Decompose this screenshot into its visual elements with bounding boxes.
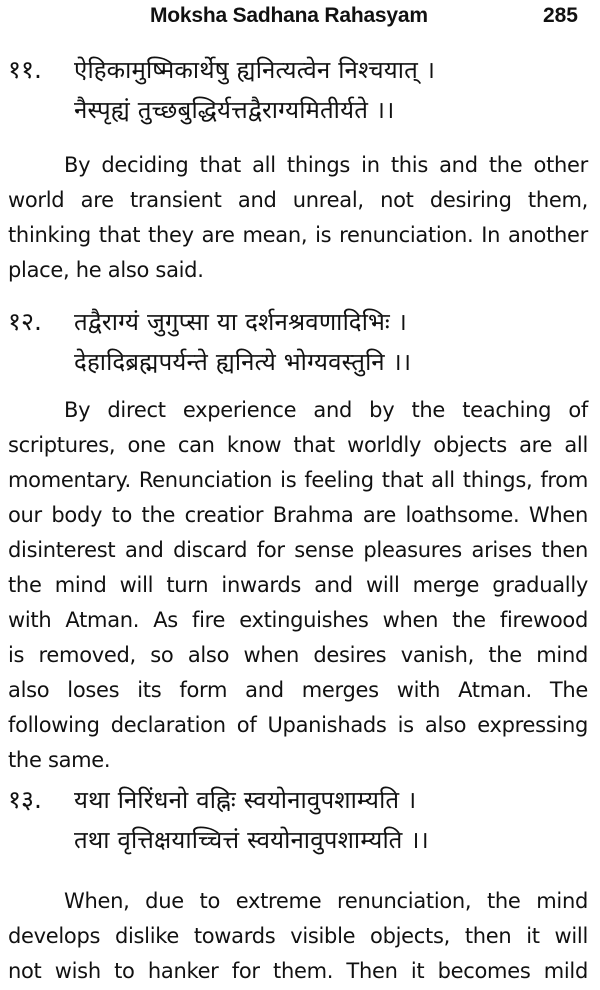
running-title: Moksha Sadhana Rahasyam [150,4,428,27]
paragraph-line: place, he also said. [8,258,204,282]
paragraph-line: thinking that they are mean, is renunciation. In another [8,223,588,247]
verse-line: देहादिब्रह्मपर्यन्ते ह्यनित्ये भोग्यवस्तुनि ।। [74,348,412,376]
verse-number: १३. [8,785,42,814]
paragraph-1 [8,148,588,288]
paragraph-line: world are transient and unreal, not desiring them, [8,188,588,212]
verse-line: ऐहिकामुष्मिकार्थेषु ह्यनित्यत्वेन निश्चयात् । [74,56,436,84]
verse-line: तथा वृत्तिक्षयाच्चित्तं स्वयोनावुपशाम्यति ।। [74,826,429,854]
verse-line: तद्वैराग्यं जुगुप्सा या दर्शनश्रवणादिभिः । [74,308,408,336]
page-number: 285 [542,4,578,27]
paragraph-line: also loses its form and merges with Atman. The [8,678,588,702]
paragraph-line: By deciding that all things in this and the other [64,153,588,177]
paragraph-2 [8,393,588,778]
paragraph-line: scriptures, one can know that worldly objects are all [8,433,588,457]
paragraph-line: not wish to hanker for them. Then it becomes mild [8,959,588,983]
verse-number: १२. [8,307,42,336]
paragraph-line: with Atman. As fire extinguishes when the firewood [8,608,588,632]
paragraph-line: develops dislike towards visible objects, then it will [8,924,588,948]
paragraph-line: is removed, so also when desires vanish, the mind [8,643,588,667]
paragraph-line: When, due to extreme renunciation, the mind [64,889,588,913]
paragraph-line: the same. [8,748,111,772]
paragraph-3 [8,884,588,989]
verse-line: नैस्पृह्यं तुच्छबुद्धिर्यत्तद्वैराग्यमितीर्यते ।। [74,96,395,124]
paragraph-line: momentary. Renunciation is feeling that all things, from [8,468,588,492]
page-header [0,4,600,30]
paragraph-line: the mind will turn inwards and will merge gradually [8,573,588,597]
paragraph-line: following declaration of Upanishads is also expressing [8,713,588,737]
paragraph-line: By direct experience and by the teaching of [64,398,588,422]
verse-line: यथा निरिंधनो वह्निः स्वयोनावुपशाम्यति । [74,786,417,814]
paragraph-line: our body to the creatior Brahma are loathsome. When [8,503,588,527]
verse-number: ११. [8,55,42,84]
paragraph-line: disinterest and discard for sense pleasures arises then [8,538,588,562]
